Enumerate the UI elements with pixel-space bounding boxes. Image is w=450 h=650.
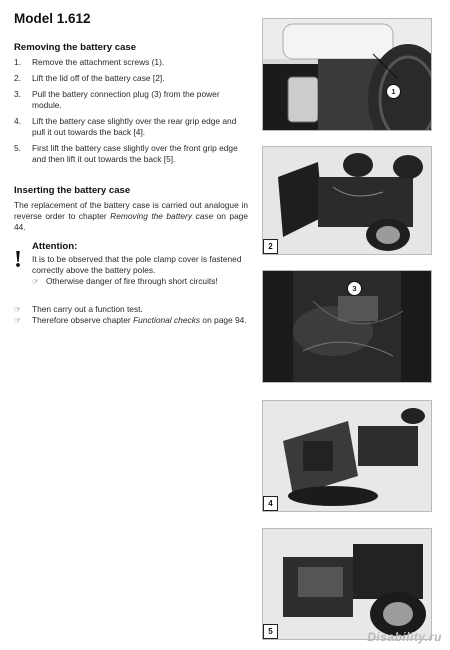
list-item xyxy=(14,73,248,84)
step-number: 5. xyxy=(14,143,21,153)
hint-text: Otherwise danger of fire through short circuits! xyxy=(46,276,218,286)
page-title: Model 1.612 xyxy=(14,11,91,26)
chapter-reference: Functional checks xyxy=(133,315,201,325)
note-text: Then carry out a function test. xyxy=(32,304,143,314)
list-item xyxy=(14,304,250,315)
attention-body xyxy=(32,254,248,287)
list-item xyxy=(14,89,248,111)
pointing-hand-icon: ☞ xyxy=(14,316,22,325)
note-text: Therefore observe chapter xyxy=(32,315,134,325)
figure-label: 2 xyxy=(263,239,278,254)
step-number: 2. xyxy=(14,73,21,83)
paragraph-text: The replacement of the battery case is carried out analogue in reverse order to chapter xyxy=(14,200,248,221)
battery-case-front-image xyxy=(263,529,431,639)
step-number: 4. xyxy=(14,116,21,126)
figure-1-photo xyxy=(262,18,432,131)
battery-case-rear-image xyxy=(263,401,431,511)
wheelchair-rear-image xyxy=(263,19,431,130)
step-number: 1. xyxy=(14,57,21,67)
callout-1: 1 xyxy=(386,84,401,99)
removal-steps-list xyxy=(14,57,248,170)
figure-4-photo xyxy=(262,400,432,512)
list-item xyxy=(14,116,248,138)
pointing-hand-icon: ☞ xyxy=(14,305,22,314)
note-text: on page 94. xyxy=(200,315,247,325)
step-text: Lift the battery case slightly over the rear grip edge and pull it out towards the back [4]. xyxy=(32,116,237,137)
list-item xyxy=(14,57,248,68)
attention-title: Attention: xyxy=(32,241,78,252)
step-text: First lift the battery case slightly over the front grip edge and then lift it out towards the back [5]. xyxy=(32,143,238,164)
step-number: 3. xyxy=(14,89,21,99)
section-heading-removing: Removing the battery case xyxy=(14,42,137,53)
step-text: Pull the battery connection plug (3) from the power module. xyxy=(32,89,220,110)
pointing-hand-icon: ☞ xyxy=(32,277,40,286)
figure-label: 4 xyxy=(263,496,278,511)
attention-text: It is to be observed that the pole clamp cover is fastened correctly above the battery poles. xyxy=(32,254,242,275)
callout-3: 3 xyxy=(347,281,362,296)
attention-hint xyxy=(32,276,248,287)
inserting-paragraph xyxy=(14,200,248,233)
figure-2-photo xyxy=(262,146,432,255)
step-text: Remove the attachment screws (1). xyxy=(32,57,165,67)
paragraph-text: on page 44. xyxy=(14,211,248,232)
list-item xyxy=(14,143,248,165)
open-battery-case-image xyxy=(263,147,431,254)
final-notes xyxy=(14,304,250,326)
step-text: Lift the lid off of the battery case [2]. xyxy=(32,73,165,83)
section-heading-inserting: Inserting the battery case xyxy=(14,185,131,196)
figure-label: 5 xyxy=(263,624,278,639)
list-item xyxy=(14,315,250,326)
watermark: Disability.ru xyxy=(367,630,442,644)
figure-5-photo xyxy=(262,528,432,640)
exclamation-icon: ! xyxy=(14,247,22,273)
figure-3-photo xyxy=(262,270,432,383)
chapter-reference: Removing the battery case xyxy=(110,211,214,221)
